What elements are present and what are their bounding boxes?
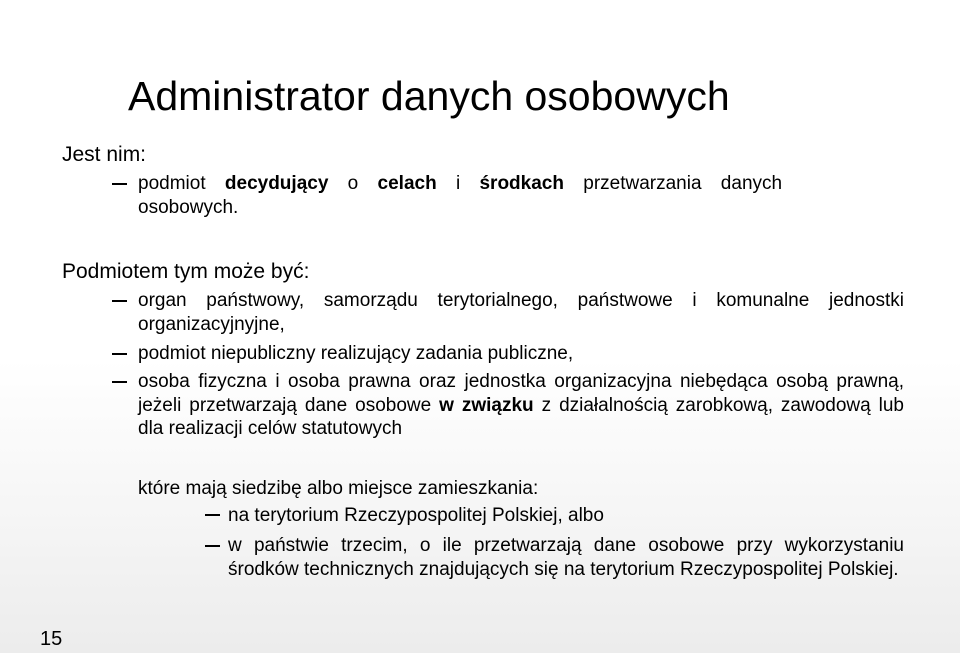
section-heading-podmiotem: Podmiotem tym może być:: [62, 260, 310, 283]
sublist-item-terytorium: na terytorium Rzeczypospolitej Polskiej, albo: [228, 505, 604, 526]
bullet-dash: [205, 545, 220, 547]
slide-title: Administrator danych osobowych: [128, 73, 730, 119]
intro-line-siedzibe: które mają siedzibę albo miejsce zamieszkania:: [138, 478, 539, 499]
bullet-dash: [112, 353, 127, 355]
list-item-podmiot-decydujacy: [138, 172, 904, 219]
list-item-organ-panstwowy: organ państwowy, samorządu terytorialnego, państwowe i komunalne jednostki organizacyjnyjne,: [138, 290, 904, 335]
bullet-dash: [112, 183, 127, 185]
list-item-osoba-fizyczna: osoba fizyczna i osoba prawna oraz jednostka organizacyjna niebędąca osobą prawną, jeżeli przetwarzają dane osobowe w związku z działalnością zarobkową, zawodową lub dla realizacji celów statutowych: [138, 371, 905, 439]
bullet-dash: [112, 300, 127, 302]
bullet-dash: [112, 381, 127, 383]
section-heading-jest-nim: Jest nim:: [62, 143, 147, 166]
item-line-2: osobowych.: [138, 196, 239, 218]
page-number: 15: [40, 628, 63, 650]
sublist-item-panstwie-trzecim: w państwie trzecim, o ile przetwarzają dane osobowe przy wykorzystaniu środków technicznych znajdujących się na terytorium Rzeczypospolitej Polskiej.: [228, 535, 904, 580]
item-line-1: podmiot decydujący o celach i środkach przetwarzania danych: [138, 173, 783, 194]
list-item-podmiot-niepubliczny: podmiot niepubliczny realizujący zadania publiczne,: [138, 343, 574, 364]
bullet-dash: [205, 514, 220, 516]
